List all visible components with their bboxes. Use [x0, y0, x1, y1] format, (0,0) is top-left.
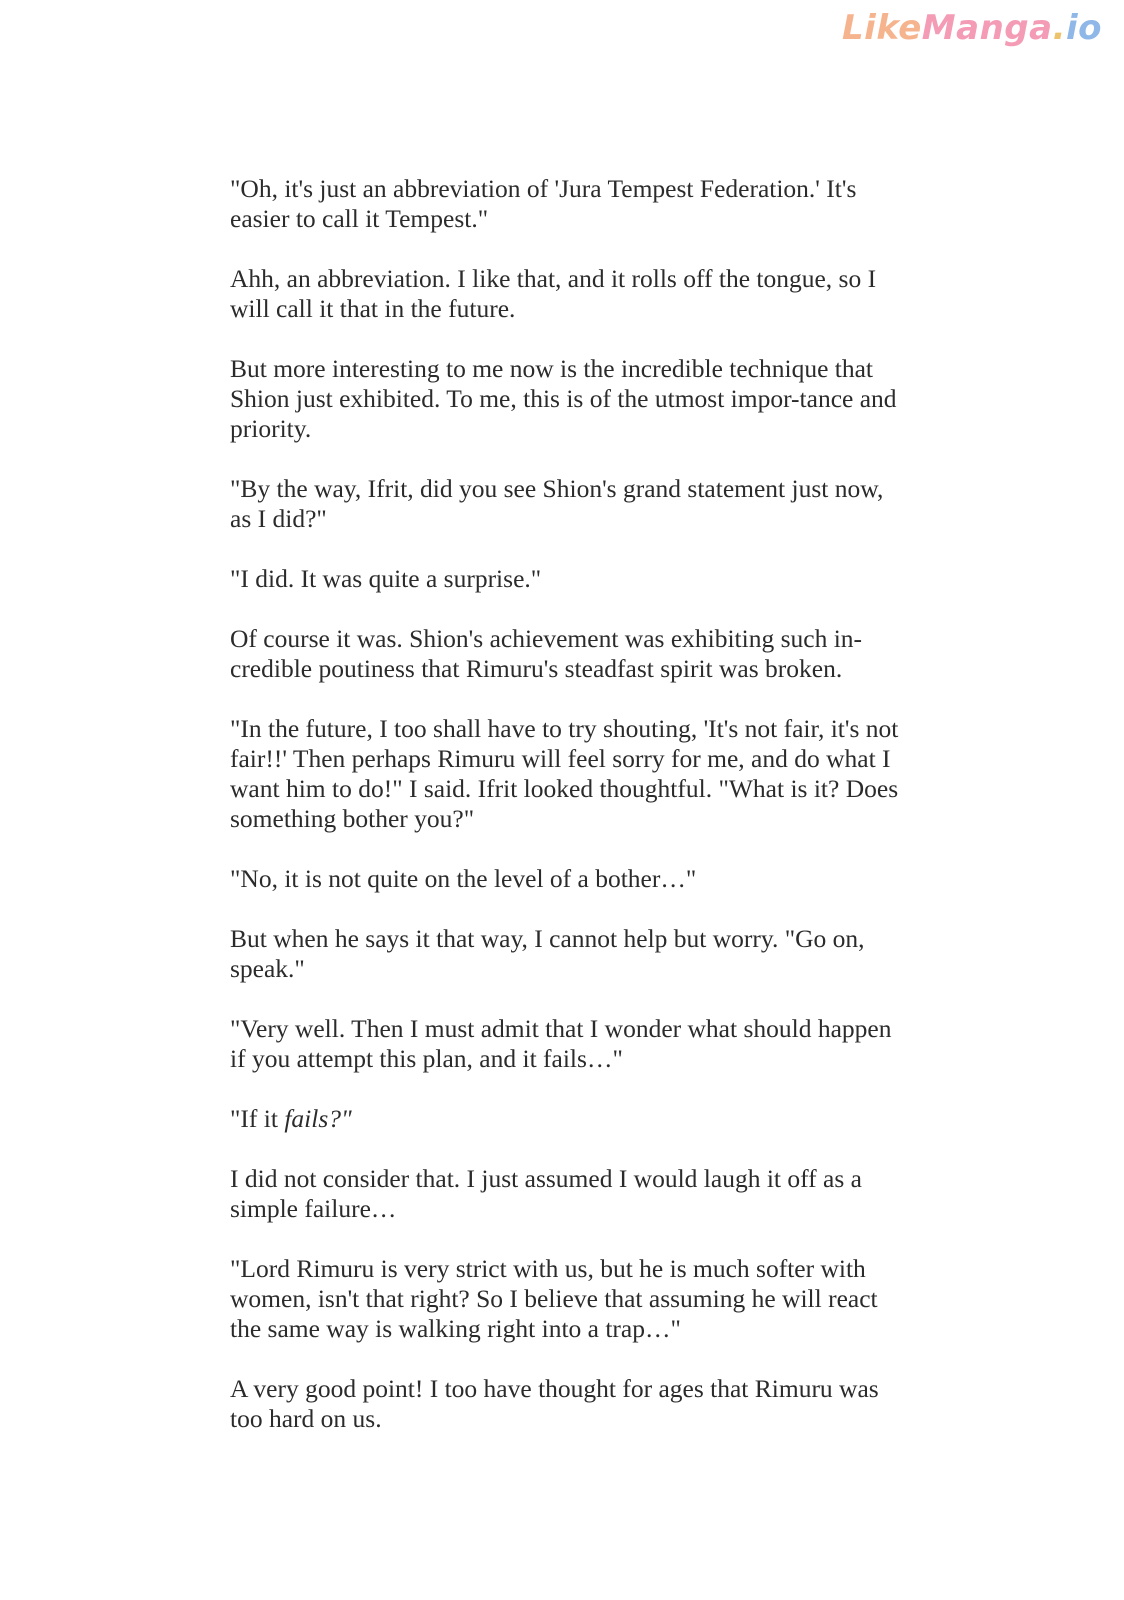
paragraph-4: "By the way, Ifrit, did you see Shion's grand statement just now, as I did?": [230, 474, 884, 533]
paragraph-8: "No, it is not quite on the level of a bother…": [230, 864, 697, 893]
paragraph-11: [230, 1104, 902, 1134]
paragraph-1: "Oh, it's just an abbreviation of 'Jura Tempest Federation.' It's easier to call it Tempest.": [230, 174, 857, 233]
paragraph-10: "Very well. Then I must admit that I wonder what should happen if you attempt this plan, and it fails…": [230, 1014, 892, 1073]
paragraph-11-italic: fails?": [284, 1104, 352, 1133]
paragraph-3: But more interesting to me now is the incredible technique that Shion just exhibited. To me, this is of the utmost impor-tance and priority.: [230, 354, 897, 443]
watermark-part-like: Like: [842, 8, 922, 48]
paragraph-11-prefix: "If it: [230, 1104, 285, 1133]
watermark-part-dot: .: [1052, 8, 1066, 48]
paragraph-2: Ahh, an abbreviation. I like that, and it rolls off the tongue, so I will call it that in the future.: [230, 264, 877, 323]
paragraph-12: I did not consider that. I just assumed I would laugh it off as a simple failure…: [230, 1164, 862, 1223]
paragraph-14: A very good point! I too have thought for ages that Rimuru was too hard on us.: [230, 1374, 879, 1433]
site-watermark: [842, 8, 1102, 48]
paragraph-13: "Lord Rimuru is very strict with us, but he is much softer with women, isn't that right? So I believe that assuming he will react the same way is walking right into a trap…": [230, 1254, 878, 1343]
paragraph-6: Of course it was. Shion's achievement was exhibiting such in-credible poutiness that Rimuru's steadfast spirit was broken.: [230, 624, 863, 683]
watermark-part-io: io: [1065, 8, 1102, 48]
page-text-body: [230, 174, 902, 1434]
paragraph-5: "I did. It was quite a surprise.": [230, 564, 542, 593]
paragraph-9: But when he says it that way, I cannot help but worry. "Go on, speak.": [230, 924, 865, 983]
watermark-part-manga: Manga: [921, 8, 1053, 48]
paragraph-7: "In the future, I too shall have to try shouting, 'It's not fair, it's not fair!!' Then perhaps Rimuru will feel sorry for me, and do what I want him to do!" I said. Ifrit looked thoughtful. "What is it? Does something bother you?": [230, 714, 899, 833]
